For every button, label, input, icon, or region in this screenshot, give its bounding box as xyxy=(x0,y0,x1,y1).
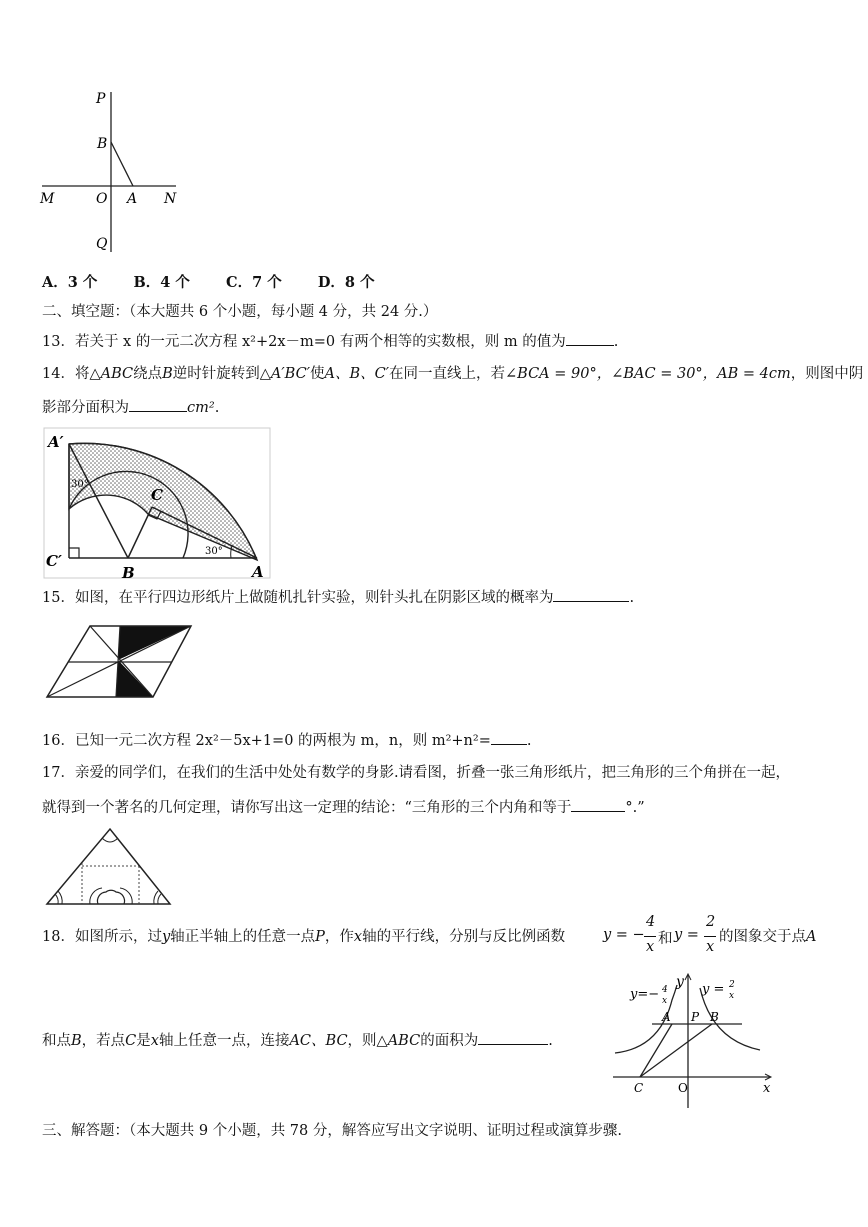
q15-text: 15．如图，在平行四边形纸片上做随机扎针实验，则针头扎在阴影区域的概率为 xyxy=(42,590,554,606)
q18-text-h: 的图象交于点 xyxy=(719,929,806,945)
q18-text-2k: 的面积为 xyxy=(420,1033,479,1049)
label-30-bottom: 30° xyxy=(205,546,223,557)
q18-x-axis: x xyxy=(150,1033,159,1049)
label-m: M xyxy=(40,191,55,207)
q17-end: °.” xyxy=(625,800,645,816)
q18-p: P xyxy=(315,929,325,945)
label-b: B xyxy=(710,1010,719,1024)
segment-bc xyxy=(640,1024,712,1077)
f2-lhs: y = xyxy=(674,927,699,943)
q18-text-2e: 是 xyxy=(136,1033,151,1049)
label-n: N xyxy=(164,191,177,207)
q14-text-a: 14．将 xyxy=(42,366,90,382)
q18-segments: AC、BC xyxy=(289,1033,348,1049)
q18-text-c: 轴正半轴上的任意一点 xyxy=(170,929,316,945)
eq1-lhs: y=− xyxy=(630,987,660,1002)
he: 和 xyxy=(658,931,673,947)
eq2-lhs: y = xyxy=(702,982,725,997)
label-a: A xyxy=(127,191,138,207)
q14-end: . xyxy=(214,400,220,416)
label-p: P xyxy=(96,91,106,107)
q13-end: . xyxy=(613,334,619,350)
eq2-num: 2 xyxy=(729,980,735,990)
q14-text-line2: 影部分面积为 xyxy=(42,400,129,416)
q18-y: y xyxy=(161,929,171,945)
label-y: y xyxy=(676,974,684,990)
label-o: O xyxy=(96,191,108,207)
section3-title: 三、解答题：（本大题共 9 个小题，共 78 分，解答应写出文字说明、证明过程或演算步骤. xyxy=(42,1123,622,1139)
f2-num: 2 xyxy=(706,914,716,930)
q18-end: . xyxy=(548,1033,553,1049)
label-a: A xyxy=(662,1010,671,1024)
f2-den: x xyxy=(706,939,715,955)
q18-text-g: 轴的平行线，分别与反比例函数 xyxy=(362,929,566,945)
q18-text-2a: 和点 xyxy=(42,1033,71,1049)
option-d: D．8 个 xyxy=(317,274,375,291)
label-30-top: 30° xyxy=(71,479,89,490)
label-a1: A′ xyxy=(48,433,64,451)
q18-text-2g: 轴上任意一点，连接 xyxy=(158,1033,290,1049)
q14-point-b: B xyxy=(162,366,173,382)
q14-conditions: ∠BCA = 90°，∠BAC = 30°，AB = 4cm xyxy=(505,366,791,382)
option-c: C．7 个 xyxy=(226,274,282,291)
f1-den: x xyxy=(646,939,655,955)
q14-unit: cm² xyxy=(187,400,215,416)
q14-points: A、B、C′ xyxy=(324,366,390,382)
q18-text-2i: ，则△ xyxy=(347,1033,388,1049)
q18-point-a: A xyxy=(806,929,817,945)
label-b: B xyxy=(97,136,108,152)
q14-text-i: 在同一直线上，若 xyxy=(389,366,506,382)
q13-text: 13．若关于 x 的一元二次方程 x²+2x－m=0 有两个相等的实数根，则 m 的值为 xyxy=(42,334,566,350)
q17-text: 就得到一个著名的几何定理，请你写出这一定理的结论：“三角形的三个内角和等于 xyxy=(42,800,572,816)
eq1-num: 4 xyxy=(662,985,668,995)
label-c: C xyxy=(151,486,163,504)
q14-text-c: 绕点 xyxy=(133,366,163,382)
label-a: A xyxy=(252,563,264,581)
label-b: B xyxy=(122,564,135,582)
f1-lhs: y = − xyxy=(603,927,645,943)
q14-text-k: ，则图中阴 xyxy=(790,366,864,382)
q16-end: . xyxy=(526,733,532,749)
q18-point-b: B xyxy=(71,1033,82,1049)
question-17-line1: 17．亲爱的同学们，在我们的生活中处处有数学的身影.请看图，折叠一张三角形纸片，把三角形的三个角拼在一起， xyxy=(42,765,791,781)
f1-num: 4 xyxy=(646,914,656,930)
q18-point-c: C xyxy=(125,1033,137,1049)
section2-title: 二、填空题：（本大题共 6 个小题，每小题 4 分，共 24 分.） xyxy=(42,304,438,320)
label-x: x xyxy=(763,1081,771,1096)
q18-abc: ABC xyxy=(387,1033,421,1049)
q15-end: . xyxy=(629,590,635,606)
q18-text-2c: ，若点 xyxy=(81,1033,126,1049)
q14-text-e: 逆时针旋转到 xyxy=(172,366,260,382)
eq2-den: x xyxy=(729,991,735,1001)
q14-text-g: 使 xyxy=(310,366,325,382)
label-c1: C′ xyxy=(46,552,62,570)
eq1-den: x xyxy=(662,996,668,1006)
q18-text-e: ，作 xyxy=(324,929,354,945)
q14-triangle-abc: △ABC xyxy=(89,366,134,382)
q16-text: 16．已知一元二次方程 2x²－5x+1=0 的两根为 m，n，则 m²+n²= xyxy=(42,733,491,749)
option-a: A．3 个 xyxy=(42,274,98,291)
option-b: B．4 个 xyxy=(133,274,190,291)
q18-x: x xyxy=(353,929,363,945)
label-c: C xyxy=(634,1081,644,1095)
q18-text-a: 18．如图所示，过 xyxy=(42,929,162,945)
label-o: O xyxy=(678,1081,688,1095)
q14-triangle-a1bc1: △A′BC′ xyxy=(259,366,310,382)
label-q: Q xyxy=(96,236,108,252)
label-p: P xyxy=(691,1010,700,1024)
